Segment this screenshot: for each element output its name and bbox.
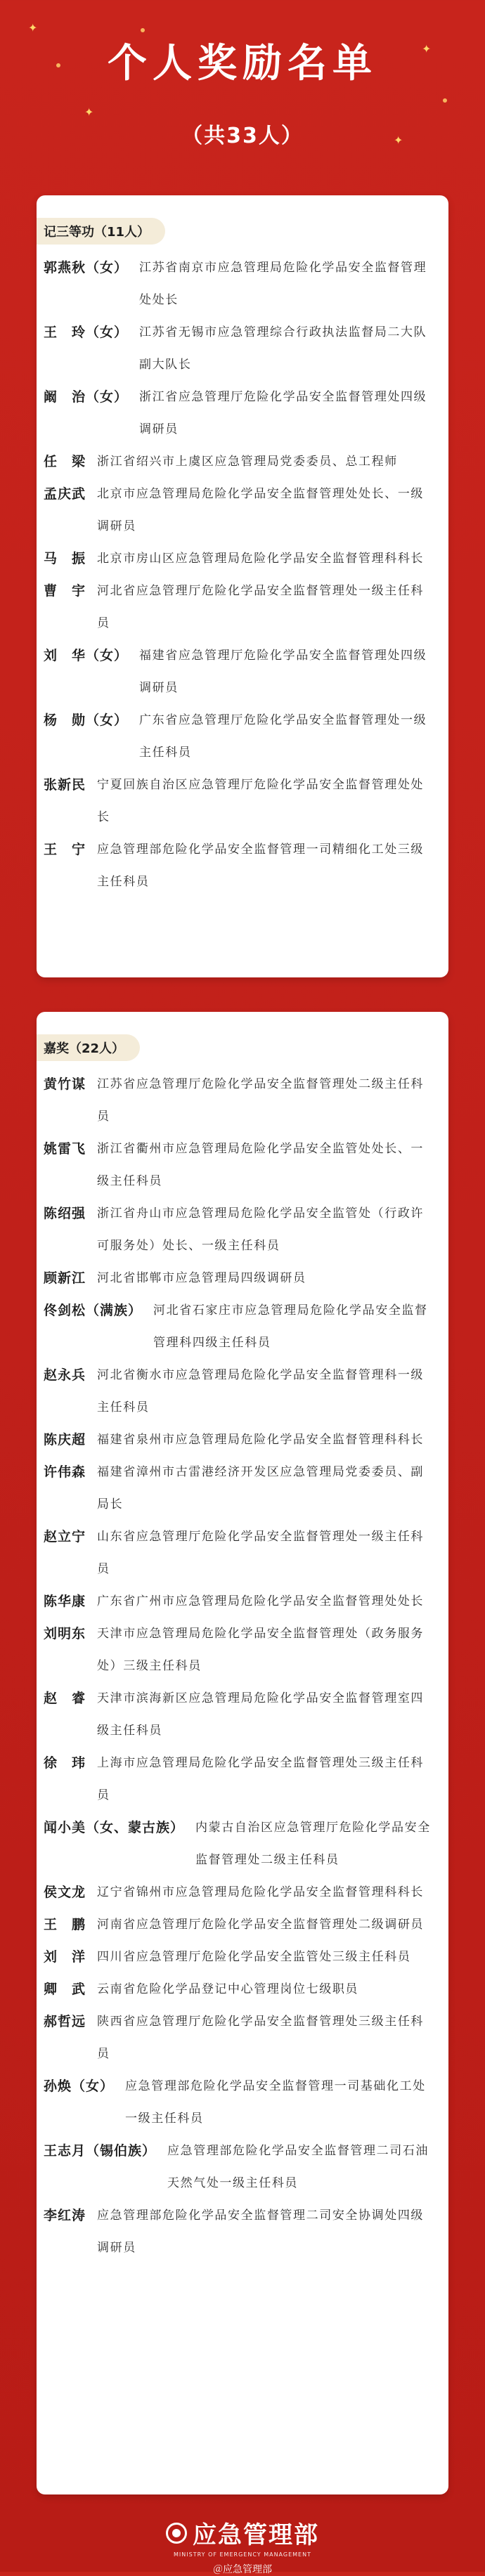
list-item bbox=[44, 1811, 433, 1876]
awardee-position: 天津市滨海新区应急管理局危险化学品安全监督管理室四级主任科员 bbox=[97, 1691, 425, 1738]
awardee-name: 王 玲（女） bbox=[44, 325, 129, 340]
footer bbox=[0, 2516, 485, 2576]
list-item bbox=[44, 1618, 433, 1682]
page-title: 个人奖励名单 bbox=[108, 41, 377, 86]
list-item bbox=[44, 1941, 433, 1973]
list-item bbox=[44, 1197, 433, 1262]
list-item bbox=[44, 639, 433, 704]
awardee-name: 顾新江 bbox=[44, 1270, 86, 1286]
award-list bbox=[37, 245, 448, 909]
awardee-position: 河北省石家庄市应急管理局危险化学品安全监督管理科四级主任科员 bbox=[153, 1303, 428, 1350]
awardee-position: 浙江省衢州市应急管理局危险化学品安全监管处处长、一级主任科员 bbox=[97, 1142, 425, 1188]
awardee-name: 王 宁 bbox=[44, 842, 86, 857]
awardee-position: 河南省应急管理厅危险化学品安全监督管理处二级调研员 bbox=[97, 1918, 425, 1932]
star-decoration-icon: ✦ bbox=[28, 21, 38, 34]
awardee-name: 李红涛 bbox=[44, 2208, 86, 2223]
awardee-name: 姚雷飞 bbox=[44, 1141, 86, 1157]
awardee-position: 江苏省无锡市应急管理综合行政执法监督局二大队副大队长 bbox=[139, 325, 427, 372]
awardee-position: 山东省应急管理厅危险化学品安全监督管理处一级主任科员 bbox=[97, 1530, 425, 1576]
awardee-position: 福建省应急管理厅危险化学品安全监督管理处四级调研员 bbox=[139, 649, 427, 695]
awardee-position: 应急管理部危险化学品安全监督管理二司石油天然气处一级主任科员 bbox=[167, 2144, 429, 2190]
awardee-position: 浙江省舟山市应急管理局危险化学品安全监管处（行政许可服务处）处长、一级主任科员 bbox=[97, 1206, 425, 1253]
section-heading: 记三等功（11人） bbox=[37, 218, 165, 245]
awardee-name: 陈华康 bbox=[44, 1594, 86, 1609]
awardee-name: 刘明东 bbox=[44, 1626, 86, 1641]
section-heading: 嘉奖（22人） bbox=[37, 1034, 140, 1061]
list-item bbox=[44, 2199, 433, 2264]
awardee-name: 刘 洋 bbox=[44, 1949, 86, 1965]
list-item bbox=[44, 1133, 433, 1197]
ministry-logo-text: 应急管理部 bbox=[193, 2521, 319, 2549]
awardee-position: 云南省危险化学品登记中心管理岗位七级职员 bbox=[97, 1982, 359, 1996]
awardee-position: 河北省应急管理厅危险化学品安全监督管理处一级主任科员 bbox=[97, 584, 425, 630]
star-decoration-icon: ✦ bbox=[394, 134, 403, 147]
awardee-name: 侯文龙 bbox=[44, 1885, 86, 1900]
awardee-position: 应急管理部危险化学品安全监督管理二司安全协调处四级调研员 bbox=[97, 2209, 425, 2255]
list-item bbox=[44, 1908, 433, 1941]
list-item bbox=[44, 478, 433, 542]
awardee-name: 刘 华（女） bbox=[44, 648, 129, 663]
ministry-emblem-icon bbox=[166, 2523, 187, 2544]
list-item bbox=[44, 2135, 433, 2199]
awardee-name: 赵永兵 bbox=[44, 1367, 86, 1383]
list-item bbox=[44, 1294, 433, 1359]
ministry-logo-subtext: MINISTRY OF EMERGENCY MANAGEMENT bbox=[174, 2551, 311, 2558]
awardee-position: 福建省泉州市应急管理局危险化学品安全监督管理科科长 bbox=[97, 1433, 425, 1447]
awardee-name: 王志月（锡伯族） bbox=[44, 2143, 157, 2159]
awardee-position: 江苏省应急管理厅危险化学品安全监督管理处二级主任科员 bbox=[97, 1077, 425, 1124]
star-decoration-icon: ✦ bbox=[84, 105, 94, 119]
list-item bbox=[44, 1424, 433, 1456]
awardee-position: 宁夏回族自治区应急管理厅危险化学品安全监督管理处处长 bbox=[97, 778, 425, 824]
awardee-position: 辽宁省锦州市应急管理局危险化学品安全监督管理科科长 bbox=[97, 1885, 425, 1899]
page-header bbox=[0, 0, 485, 176]
list-item bbox=[44, 445, 433, 478]
list-item bbox=[44, 833, 433, 898]
awardee-position: 河北省邯郸市应急管理局四级调研员 bbox=[97, 1271, 306, 1285]
awardee-position: 北京市应急管理局危险化学品安全监督管理处处长、一级调研员 bbox=[97, 487, 425, 533]
list-item bbox=[44, 1456, 433, 1521]
awardee-name: 张新民 bbox=[44, 777, 86, 793]
awardee-name: 许伟森 bbox=[44, 1464, 86, 1480]
list-item bbox=[44, 2005, 433, 2070]
list-item bbox=[44, 381, 433, 445]
awardee-name: 孙焕（女） bbox=[44, 2079, 115, 2094]
awardee-name: 徐 玮 bbox=[44, 1755, 86, 1771]
awardee-name: 阚 治（女） bbox=[44, 389, 129, 405]
awardee-position: 广东省应急管理厅危险化学品安全监督管理处一级主任科员 bbox=[139, 713, 427, 760]
weibo-handle: ＠应急管理部 bbox=[213, 2564, 272, 2575]
awardee-name: 闻小美（女、蒙古族） bbox=[44, 1820, 185, 1835]
awardee-name: 卿 武 bbox=[44, 1982, 86, 1997]
awardee-name: 郭燕秋（女） bbox=[44, 260, 129, 275]
awardee-position: 天津市应急管理局危险化学品安全监督管理处（政务服务处）三级主任科员 bbox=[97, 1627, 425, 1673]
awardee-name: 佟剑松（满族） bbox=[44, 1303, 143, 1318]
page-subtitle: （共33人） bbox=[181, 124, 304, 148]
list-item bbox=[44, 1585, 433, 1618]
ministry-logo bbox=[166, 2516, 319, 2550]
list-item bbox=[44, 1747, 433, 1811]
award-section-third-class-merit bbox=[37, 195, 448, 977]
awardee-name: 陈绍强 bbox=[44, 1206, 86, 1221]
list-item bbox=[44, 316, 433, 381]
awardee-name: 任 梁 bbox=[44, 454, 86, 469]
awardee-position: 江苏省南京市应急管理局危险化学品安全监督管理处处长 bbox=[139, 261, 427, 307]
awardee-position: 北京市房山区应急管理局危险化学品安全监督管理科科长 bbox=[97, 552, 425, 566]
list-item bbox=[44, 1521, 433, 1585]
awardee-position: 应急管理部危险化学品安全监督管理一司基础化工处一级主任科员 bbox=[125, 2079, 426, 2126]
list-item bbox=[44, 1973, 433, 2005]
awardee-position: 河北省衡水市应急管理局危险化学品安全监督管理科一级主任科员 bbox=[97, 1368, 425, 1414]
awardee-name: 陈庆超 bbox=[44, 1432, 86, 1448]
awardee-name: 赵立宁 bbox=[44, 1529, 86, 1544]
list-item bbox=[44, 769, 433, 833]
awardee-position: 福建省漳州市古雷港经济开发区应急管理局党委委员、副局长 bbox=[97, 1465, 425, 1511]
awardee-name: 赵 睿 bbox=[44, 1691, 86, 1706]
awardee-name: 王 鹏 bbox=[44, 1917, 86, 1932]
list-item bbox=[44, 1068, 433, 1133]
awardee-position: 上海市应急管理局危险化学品安全监督管理处三级主任科员 bbox=[97, 1756, 425, 1802]
award-list bbox=[37, 1061, 448, 2275]
awardee-name: 黄竹谋 bbox=[44, 1076, 86, 1092]
list-item bbox=[44, 1262, 433, 1294]
awardee-position: 陕西省应急管理厅危险化学品安全监督管理处三级主任科员 bbox=[97, 2015, 425, 2061]
awardee-position: 浙江省绍兴市上虞区应急管理局党委委员、总工程师 bbox=[97, 455, 398, 469]
awardee-position: 四川省应急管理厅危险化学品安全监管处三级主任科员 bbox=[97, 1950, 411, 1964]
awardee-position: 广东省广州市应急管理局危险化学品安全监督管理处处长 bbox=[97, 1594, 425, 1608]
awardee-position: 应急管理部危险化学品安全监督管理一司精细化工处三级主任科员 bbox=[97, 843, 425, 889]
list-item bbox=[44, 252, 433, 316]
awardee-position: 内蒙古自治区应急管理厅危险化学品安全监督管理处二级主任科员 bbox=[195, 1821, 431, 1867]
awardee-position: 浙江省应急管理厅危险化学品安全监督管理处四级调研员 bbox=[139, 390, 427, 436]
award-section-commendation bbox=[37, 1012, 448, 2494]
awardee-name: 马 振 bbox=[44, 551, 86, 566]
awardee-name: 杨 勋（女） bbox=[44, 713, 129, 728]
awardee-name: 郝哲远 bbox=[44, 2014, 86, 2029]
list-item bbox=[44, 1682, 433, 1747]
star-decoration-icon: ✦ bbox=[422, 42, 432, 56]
list-item bbox=[44, 1876, 433, 1908]
awardee-name: 孟庆武 bbox=[44, 486, 86, 502]
list-item bbox=[44, 704, 433, 769]
list-item bbox=[44, 542, 433, 575]
sparkle-dot bbox=[443, 98, 447, 103]
awardee-name: 曹 宇 bbox=[44, 583, 86, 599]
list-item bbox=[44, 1359, 433, 1424]
list-item bbox=[44, 2070, 433, 2135]
list-item bbox=[44, 575, 433, 639]
